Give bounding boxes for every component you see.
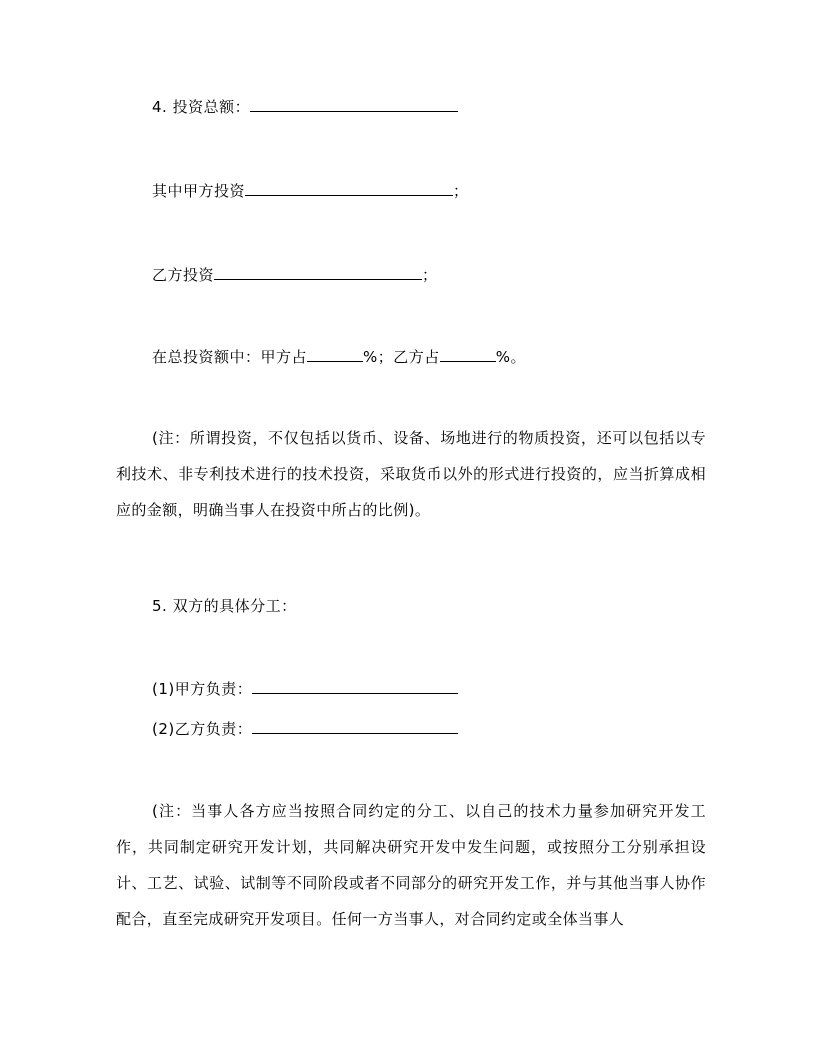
party-b-duty-line (152, 718, 458, 739)
party-b-duty-label: (2)乙方负责： (152, 720, 253, 738)
party-b-investment-blank[interactable] (214, 264, 422, 280)
party-a-ratio-blank[interactable] (307, 346, 363, 362)
party-b-investment-line (152, 264, 438, 285)
investment-note-text: (注：所谓投资，不仅包括以货币、设备、场地进行的物质投资，还可以包括以专利技术、非专利技术进行的技术投资，采取货币以外的形式进行投资的，应当折算成相应的金额，明确当事人在投资中所占的比例)。 (116, 429, 706, 519)
investment-ratio-line (152, 346, 526, 367)
party-a-duty-line (152, 678, 458, 699)
ratio-suffix: %。 (495, 348, 527, 366)
semicolon: ； (422, 266, 438, 284)
division-note (116, 793, 706, 937)
party-b-duty-blank[interactable] (252, 718, 458, 734)
ratio-prefix: 在总投资额中：甲方占 (152, 348, 308, 366)
party-a-investment-label: 其中甲方投资 (152, 182, 246, 200)
party-a-investment-blank[interactable] (245, 180, 453, 196)
investment-total-line (152, 96, 458, 117)
party-a-investment-line (152, 180, 469, 201)
party-a-duty-blank[interactable] (252, 678, 458, 694)
semicolon: ； (453, 182, 469, 200)
party-b-investment-label: 乙方投资 (152, 266, 215, 284)
party-b-ratio-blank[interactable] (440, 346, 496, 362)
division-heading: 5. 双方的具体分工： (152, 597, 297, 615)
ratio-mid: %；乙方占 (363, 348, 440, 366)
investment-total-blank[interactable] (250, 96, 458, 112)
investment-note (116, 420, 706, 528)
division-note-text: (注：当事人各方应当按照合同约定的分工、以自己的技术力量参加研究开发工作，共同制定研究开发计划，共同解决研究开发中发生问题，或按照分工分别承担设计、工艺、试验、试制等不同阶段或者不同部分的研究开发工作，并与其他当事人协作配合，直至完成研究开发项目。任何一方当事人，对合同约定或全体当事人 (116, 802, 706, 928)
investment-total-label: 4. 投资总额： (152, 98, 251, 116)
party-a-duty-label: (1)甲方负责： (152, 680, 253, 698)
